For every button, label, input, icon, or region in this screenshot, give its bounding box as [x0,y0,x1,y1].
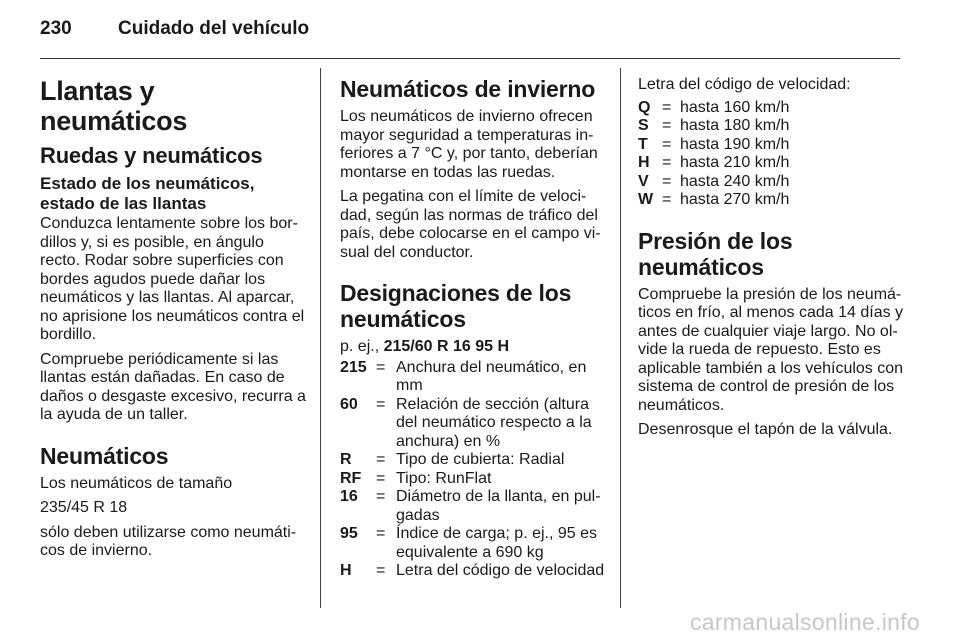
definition-key: H [340,562,352,579]
definition-row [638,173,906,192]
example-prefix: p. ej., [340,338,384,355]
paragraph: Los neumáticos de invierno ofrecen mayor seguridad a temperaturas in-feriores a 7 °C y, por tanto, deberían montarse en todas las ruedas. [340,108,598,181]
definition-row [638,117,906,136]
definition-row [638,136,906,155]
definition-key: 16 [340,488,358,505]
definition-key: 95 [340,525,358,542]
definition-text: Índice de carga; p. ej., 95 es equivalente a 690 kg [396,525,598,561]
definition-row [638,99,906,118]
paragraph: Compruebe la presión de los neumá-ticos en frío, al menos cada 14 días y antes de cualquier viaje largo. No ol-vide la rueda de repuesto. Esto es aplicable también a los vehículos con sistema de control de presión de los neumáticos. [638,285,904,414]
page-header [40,18,309,40]
definition-text: hasta 160 km/h [680,98,790,116]
section-heading: Presión de los neumáticos [638,227,793,280]
column-left [40,70,308,567]
definition-text: Letra del código de velocidad [396,562,605,579]
definition-key: V [638,172,649,190]
definition-key: W [638,191,654,208]
paragraph: Los neumáticos de tamaño [40,474,233,492]
definition-row [340,562,608,581]
section-title: Cuidado del vehículo [118,18,310,39]
definition-key: R [340,451,352,468]
column-middle [340,70,608,581]
subsection-heading: Estado de los neumáticos, estado de las llantas [40,174,255,213]
paragraph: Compruebe periódicamente si las llantas están dañadas. En caso de daños o desgaste excesivo, recurra a la ayuda de un taller. [40,350,306,423]
definition-row [340,470,608,489]
definition-key: Q [638,98,651,116]
equals-sign: = [376,562,386,579]
column-divider [320,68,321,608]
definition-text: hasta 190 km/h [680,135,790,153]
page-number: 230 [40,18,72,39]
definition-row [340,488,608,525]
paragraph: sólo deben utilizarse como neumáti-cos de invierno. [40,523,297,559]
definition-row [340,525,608,562]
equals-sign: = [376,358,386,376]
definition-row [638,154,906,173]
equals-sign: = [662,135,672,153]
equals-sign: = [662,154,672,171]
definition-key: 215 [340,358,367,376]
equals-sign: = [662,98,672,116]
definition-key: 60 [340,395,358,413]
definition-row [340,359,608,396]
definition-text: Anchura del neumático, en mm [396,358,587,394]
paragraph: 235/45 R 18 [40,499,128,516]
column-divider [620,68,621,608]
paragraph: La pegatina con el límite de veloci-dad, según las normas de tráfico del país, debe colocarse en el campo vi-sual del conductor. [340,188,601,261]
definition-key: H [638,154,650,171]
watermark: carmanualsonline.info [689,609,920,635]
definition-key: RF [340,469,362,487]
definition-text: Tipo: RunFlat [396,469,492,487]
equals-sign: = [662,191,672,208]
section-heading: Neumáticos [40,442,169,469]
paragraph: Desenrosque el tapón de la válvula. [638,421,893,438]
equals-sign: = [376,451,386,468]
definition-text: hasta 180 km/h [680,117,790,134]
definition-list [638,99,906,210]
equals-sign: = [376,469,386,487]
definition-list [340,359,608,581]
paragraph: Conduzca lentamente sobre los bor-dillos y, si es posible, en ángulo recto. Rodar sobre superficies con bordes agudos puede dañar los neumáticos y las llantas. Al aparcar, no aprisione los neumáticos contra el bordillo. [40,215,305,343]
equals-sign: = [662,117,672,134]
definition-text: hasta 210 km/h [680,154,790,171]
equals-sign: = [376,488,386,505]
definition-text: Diámetro de la llanta, en pul-gadas [396,488,601,524]
column-right [638,70,906,446]
definition-text: Tipo de cubierta: Radial [396,451,565,468]
example-line [340,338,608,357]
definition-row [340,451,608,470]
definition-row [638,191,906,210]
example-code: 215/60 R 16 95 H [383,338,509,355]
equals-sign: = [376,395,386,413]
definition-row [340,396,608,452]
equals-sign: = [376,525,386,542]
paragraph: Letra del código de velocidad: [638,76,851,93]
section-heading: Designaciones de los neumáticos [340,280,572,332]
definition-key: S [638,117,649,134]
definition-key: T [638,135,648,153]
definition-text: hasta 240 km/h [680,172,790,190]
header-rule [40,58,900,59]
definition-text: Relación de sección (altura del neumático respecto a la anchura) en % [396,395,592,450]
equals-sign: = [662,172,672,190]
definition-text: hasta 270 km/h [680,191,790,208]
section-heading: Neumáticos de invierno [340,76,596,102]
section-heading: Ruedas y neumáticos [40,143,263,168]
chapter-heading: Llantas y neumáticos [40,76,188,136]
